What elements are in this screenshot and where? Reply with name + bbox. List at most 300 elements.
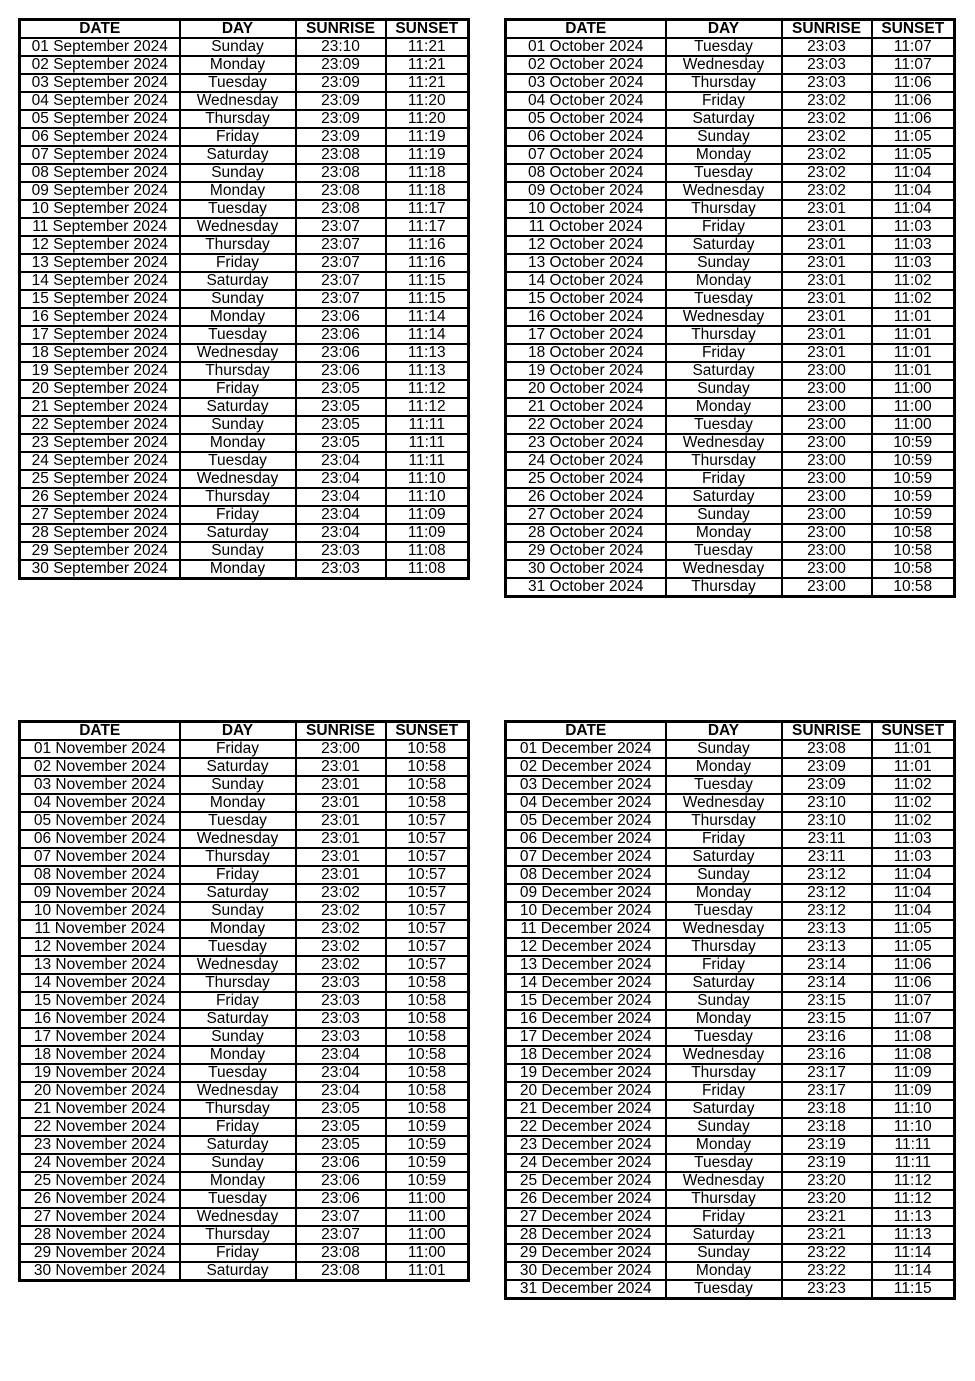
sunset-cell: 10:59 — [386, 1172, 469, 1190]
sunrise-cell: 23:03 — [782, 74, 872, 92]
sunrise-cell: 23:01 — [296, 776, 386, 794]
sunset-cell: 11:04 — [872, 866, 955, 884]
day-cell: Sunday — [180, 290, 296, 308]
sunset-cell: 11:13 — [872, 1208, 955, 1226]
sunrise-cell: 23:07 — [296, 290, 386, 308]
date-cell: 29 October 2024 — [506, 542, 666, 560]
table-row — [506, 1064, 955, 1082]
date-cell: 27 November 2024 — [20, 1208, 180, 1226]
sunrise-cell: 23:09 — [782, 776, 872, 794]
date-cell: 28 October 2024 — [506, 524, 666, 542]
date-cell: 21 October 2024 — [506, 398, 666, 416]
date-cell: 05 November 2024 — [20, 812, 180, 830]
october-table — [504, 18, 956, 598]
sunrise-cell: 23:08 — [296, 164, 386, 182]
sunset-cell: 11:07 — [872, 56, 955, 74]
sunset-cell: 11:11 — [872, 1154, 955, 1172]
sunrise-cell: 23:02 — [296, 884, 386, 902]
date-cell: 15 October 2024 — [506, 290, 666, 308]
sunset-cell: 10:58 — [386, 1010, 469, 1028]
date-cell: 29 September 2024 — [20, 542, 180, 560]
date-cell: 26 November 2024 — [20, 1190, 180, 1208]
table-row — [20, 758, 469, 776]
table-row — [20, 830, 469, 848]
sunset-cell: 11:14 — [872, 1244, 955, 1262]
sunrise-cell: 23:00 — [782, 560, 872, 578]
sunset-cell: 11:05 — [872, 128, 955, 146]
sunset-cell: 11:15 — [872, 1280, 955, 1299]
date-cell: 25 December 2024 — [506, 1172, 666, 1190]
table-row — [506, 578, 955, 597]
table-row — [20, 56, 469, 74]
table-row — [20, 1118, 469, 1136]
date-cell: 14 October 2024 — [506, 272, 666, 290]
date-cell: 26 December 2024 — [506, 1190, 666, 1208]
sunset-cell: 10:57 — [386, 920, 469, 938]
sunrise-cell: 23:03 — [782, 38, 872, 56]
sunrise-cell: 23:12 — [782, 884, 872, 902]
sunset-cell: 11:16 — [386, 254, 469, 272]
date-cell: 22 December 2024 — [506, 1118, 666, 1136]
date-cell: 29 November 2024 — [20, 1244, 180, 1262]
date-cell: 16 October 2024 — [506, 308, 666, 326]
sunrise-cell: 23:19 — [782, 1136, 872, 1154]
table-row — [506, 488, 955, 506]
sunrise-cell: 23:02 — [782, 182, 872, 200]
day-cell: Thursday — [666, 452, 782, 470]
table-row — [506, 236, 955, 254]
day-cell: Friday — [180, 992, 296, 1010]
sunset-cell: 11:08 — [872, 1028, 955, 1046]
date-cell: 04 December 2024 — [506, 794, 666, 812]
table-row — [506, 470, 955, 488]
table-row — [20, 560, 469, 579]
sunset-cell: 11:12 — [386, 398, 469, 416]
sunrise-cell: 23:09 — [296, 92, 386, 110]
day-cell: Sunday — [180, 416, 296, 434]
sunset-cell: 11:06 — [872, 74, 955, 92]
sunrise-cell: 23:18 — [782, 1100, 872, 1118]
table-row — [20, 326, 469, 344]
sunset-cell: 11:21 — [386, 56, 469, 74]
sunrise-cell: 23:09 — [296, 56, 386, 74]
sunrise-cell: 23:08 — [296, 182, 386, 200]
sunset-cell: 10:58 — [386, 740, 469, 758]
sunrise-header: SUNRISE — [782, 20, 872, 39]
date-cell: 08 December 2024 — [506, 866, 666, 884]
day-cell: Saturday — [180, 758, 296, 776]
day-cell: Monday — [180, 182, 296, 200]
day-cell: Wednesday — [666, 560, 782, 578]
sunrise-cell: 23:18 — [782, 1118, 872, 1136]
table-row — [20, 74, 469, 92]
table-row — [506, 560, 955, 578]
sunset-cell: 11:06 — [872, 92, 955, 110]
sunset-cell: 10:57 — [386, 866, 469, 884]
table-row — [20, 272, 469, 290]
table-row — [506, 326, 955, 344]
date-cell: 28 December 2024 — [506, 1226, 666, 1244]
sunrise-cell: 23:00 — [782, 398, 872, 416]
sunrise-cell: 23:01 — [296, 830, 386, 848]
sunrise-cell: 23:20 — [782, 1190, 872, 1208]
sunrise-cell: 23:08 — [296, 1244, 386, 1262]
day-cell: Sunday — [666, 740, 782, 758]
sunset-cell: 10:58 — [872, 524, 955, 542]
sunrise-cell: 23:07 — [296, 254, 386, 272]
date-cell: 12 December 2024 — [506, 938, 666, 956]
day-cell: Wednesday — [180, 344, 296, 362]
sunset-cell: 11:14 — [386, 308, 469, 326]
table-row — [20, 380, 469, 398]
table-row — [20, 1244, 469, 1262]
day-cell: Thursday — [180, 110, 296, 128]
day-cell: Monday — [666, 1262, 782, 1280]
day-cell: Saturday — [666, 974, 782, 992]
table-row — [20, 344, 469, 362]
date-cell: 24 September 2024 — [20, 452, 180, 470]
table-row — [506, 1136, 955, 1154]
table-row — [506, 92, 955, 110]
sunrise-cell: 23:01 — [782, 272, 872, 290]
table-row — [506, 128, 955, 146]
day-header: DAY — [180, 722, 296, 741]
sunset-cell: 10:59 — [872, 488, 955, 506]
sunrise-cell: 23:09 — [296, 128, 386, 146]
date-cell: 23 October 2024 — [506, 434, 666, 452]
date-cell: 22 November 2024 — [20, 1118, 180, 1136]
sunset-cell: 11:00 — [872, 398, 955, 416]
day-cell: Saturday — [666, 110, 782, 128]
table-row — [506, 308, 955, 326]
day-cell: Friday — [666, 830, 782, 848]
day-cell: Saturday — [180, 1262, 296, 1281]
table-row — [506, 974, 955, 992]
day-cell: Wednesday — [666, 56, 782, 74]
table-row — [506, 290, 955, 308]
sunset-cell: 11:02 — [872, 776, 955, 794]
day-cell: Sunday — [180, 542, 296, 560]
sunset-cell: 11:00 — [386, 1208, 469, 1226]
table-row — [506, 542, 955, 560]
day-cell: Monday — [180, 920, 296, 938]
sunrise-cell: 23:08 — [296, 146, 386, 164]
table-row — [506, 344, 955, 362]
sunrise-cell: 23:01 — [782, 200, 872, 218]
sunset-cell: 11:07 — [872, 38, 955, 56]
date-cell: 20 November 2024 — [20, 1082, 180, 1100]
date-cell: 13 October 2024 — [506, 254, 666, 272]
day-cell: Tuesday — [666, 1280, 782, 1299]
sunset-cell: 11:06 — [872, 956, 955, 974]
day-cell: Thursday — [180, 236, 296, 254]
day-cell: Monday — [666, 1010, 782, 1028]
header-row — [506, 722, 955, 741]
sunrise-cell: 23:03 — [296, 560, 386, 579]
sunrise-cell: 23:00 — [782, 542, 872, 560]
day-cell: Thursday — [180, 1226, 296, 1244]
header-row — [20, 722, 469, 741]
table-row — [20, 434, 469, 452]
table-row — [20, 308, 469, 326]
date-cell: 13 December 2024 — [506, 956, 666, 974]
day-cell: Friday — [180, 1118, 296, 1136]
sunset-cell: 11:21 — [386, 74, 469, 92]
date-cell: 17 December 2024 — [506, 1028, 666, 1046]
sunrise-cell: 23:05 — [296, 416, 386, 434]
day-cell: Saturday — [666, 362, 782, 380]
sunrise-cell: 23:00 — [782, 524, 872, 542]
day-cell: Friday — [666, 956, 782, 974]
date-cell: 23 November 2024 — [20, 1136, 180, 1154]
sunset-cell: 11:11 — [386, 434, 469, 452]
day-cell: Saturday — [666, 236, 782, 254]
day-cell: Monday — [666, 524, 782, 542]
sunrise-cell: 23:04 — [296, 1082, 386, 1100]
date-cell: 19 December 2024 — [506, 1064, 666, 1082]
date-cell: 26 September 2024 — [20, 488, 180, 506]
table-row — [506, 848, 955, 866]
sunrise-cell: 23:07 — [296, 1208, 386, 1226]
table-row — [20, 902, 469, 920]
date-cell: 21 December 2024 — [506, 1100, 666, 1118]
sunset-cell: 11:03 — [872, 236, 955, 254]
table-row — [20, 470, 469, 488]
date-cell: 03 December 2024 — [506, 776, 666, 794]
day-header: DAY — [666, 20, 782, 39]
sunset-cell: 11:18 — [386, 182, 469, 200]
day-cell: Wednesday — [180, 830, 296, 848]
date-cell: 02 December 2024 — [506, 758, 666, 776]
sunrise-cell: 23:05 — [296, 380, 386, 398]
table-row — [506, 362, 955, 380]
sunrise-cell: 23:03 — [296, 992, 386, 1010]
table-row — [506, 200, 955, 218]
sunset-cell: 11:09 — [872, 1082, 955, 1100]
date-cell: 12 October 2024 — [506, 236, 666, 254]
date-cell: 11 November 2024 — [20, 920, 180, 938]
sunrise-cell: 23:01 — [296, 848, 386, 866]
day-cell: Tuesday — [666, 1154, 782, 1172]
date-cell: 07 November 2024 — [20, 848, 180, 866]
date-cell: 12 September 2024 — [20, 236, 180, 254]
table-row — [20, 146, 469, 164]
sunrise-cell: 23:10 — [782, 812, 872, 830]
table-row — [506, 74, 955, 92]
header-row — [20, 20, 469, 39]
date-cell: 06 October 2024 — [506, 128, 666, 146]
date-cell: 10 September 2024 — [20, 200, 180, 218]
date-cell: 13 September 2024 — [20, 254, 180, 272]
sunset-cell: 11:02 — [872, 272, 955, 290]
table-row — [20, 362, 469, 380]
sunrise-cell: 23:00 — [782, 506, 872, 524]
table-row — [506, 1118, 955, 1136]
date-cell: 15 November 2024 — [20, 992, 180, 1010]
table-row — [506, 1280, 955, 1299]
sunset-cell: 11:11 — [386, 452, 469, 470]
table-row — [506, 902, 955, 920]
date-cell: 24 December 2024 — [506, 1154, 666, 1172]
table-row — [20, 542, 469, 560]
day-cell: Saturday — [666, 1100, 782, 1118]
sunset-cell: 11:10 — [872, 1100, 955, 1118]
sunrise-cell: 23:16 — [782, 1046, 872, 1064]
date-cell: 20 December 2024 — [506, 1082, 666, 1100]
sunrise-cell: 23:01 — [782, 254, 872, 272]
date-cell: 24 November 2024 — [20, 1154, 180, 1172]
date-cell: 10 November 2024 — [20, 902, 180, 920]
sunrise-cell: 23:00 — [782, 488, 872, 506]
day-cell: Thursday — [666, 1064, 782, 1082]
sunset-cell: 10:57 — [386, 812, 469, 830]
date-cell: 30 September 2024 — [20, 560, 180, 579]
date-cell: 27 October 2024 — [506, 506, 666, 524]
sunset-cell: 11:15 — [386, 272, 469, 290]
sunrise-cell: 23:03 — [782, 56, 872, 74]
sunrise-cell: 23:05 — [296, 398, 386, 416]
table-row — [20, 938, 469, 956]
sunset-cell: 11:01 — [872, 344, 955, 362]
sunset-cell: 11:05 — [872, 146, 955, 164]
day-cell: Tuesday — [180, 1064, 296, 1082]
day-cell: Thursday — [666, 938, 782, 956]
sunset-cell: 11:15 — [386, 290, 469, 308]
sunrise-cell: 23:09 — [296, 110, 386, 128]
day-cell: Tuesday — [180, 1190, 296, 1208]
table-row — [20, 920, 469, 938]
date-cell: 30 December 2024 — [506, 1262, 666, 1280]
sunrise-cell: 23:23 — [782, 1280, 872, 1299]
sunset-cell: 11:03 — [872, 254, 955, 272]
sunrise-cell: 23:14 — [782, 974, 872, 992]
day-cell: Sunday — [666, 128, 782, 146]
sunset-cell: 11:05 — [872, 938, 955, 956]
table-row — [506, 884, 955, 902]
day-cell: Sunday — [666, 866, 782, 884]
day-cell: Saturday — [180, 884, 296, 902]
sunrise-cell: 23:02 — [782, 110, 872, 128]
date-cell: 19 September 2024 — [20, 362, 180, 380]
sunrise-cell: 23:02 — [296, 902, 386, 920]
table-row — [20, 884, 469, 902]
sunrise-cell: 23:08 — [296, 200, 386, 218]
sunset-cell: 11:02 — [872, 794, 955, 812]
day-cell: Thursday — [666, 200, 782, 218]
date-cell: 20 September 2024 — [20, 380, 180, 398]
sunset-cell: 11:00 — [386, 1244, 469, 1262]
date-cell: 09 September 2024 — [20, 182, 180, 200]
date-cell: 08 November 2024 — [20, 866, 180, 884]
sunrise-cell: 23:04 — [296, 1064, 386, 1082]
sunrise-cell: 23:02 — [782, 128, 872, 146]
day-cell: Saturday — [180, 1010, 296, 1028]
sunrise-cell: 23:00 — [782, 578, 872, 597]
table-row — [506, 920, 955, 938]
table-row — [506, 524, 955, 542]
sunrise-cell: 23:01 — [782, 236, 872, 254]
date-cell: 15 December 2024 — [506, 992, 666, 1010]
sunset-cell: 11:08 — [872, 1046, 955, 1064]
sunrise-cell: 23:15 — [782, 992, 872, 1010]
sunrise-cell: 23:06 — [296, 362, 386, 380]
sunrise-cell: 23:06 — [296, 308, 386, 326]
sunset-cell: 10:57 — [386, 848, 469, 866]
day-cell: Friday — [180, 506, 296, 524]
day-cell: Sunday — [666, 992, 782, 1010]
november-table — [18, 720, 470, 1282]
date-cell: 04 November 2024 — [20, 794, 180, 812]
table-row — [20, 218, 469, 236]
sunrise-cell: 23:00 — [782, 434, 872, 452]
table-row — [506, 452, 955, 470]
sunrise-cell: 23:04 — [296, 488, 386, 506]
day-cell: Saturday — [180, 398, 296, 416]
day-cell: Monday — [180, 308, 296, 326]
day-cell: Saturday — [666, 848, 782, 866]
date-cell: 01 December 2024 — [506, 740, 666, 758]
sunset-cell: 11:01 — [872, 308, 955, 326]
table-row — [506, 38, 955, 56]
sunset-cell: 11:06 — [872, 110, 955, 128]
day-cell: Sunday — [666, 1244, 782, 1262]
sunrise-cell: 23:06 — [296, 1190, 386, 1208]
sunrise-cell: 23:16 — [782, 1028, 872, 1046]
sunset-cell: 10:57 — [386, 956, 469, 974]
table-row — [506, 1190, 955, 1208]
sunrise-cell: 23:17 — [782, 1082, 872, 1100]
day-cell: Wednesday — [180, 1208, 296, 1226]
day-cell: Monday — [180, 434, 296, 452]
date-cell: 08 September 2024 — [20, 164, 180, 182]
sunrise-cell: 23:03 — [296, 1010, 386, 1028]
table-row — [20, 1082, 469, 1100]
table-row — [20, 524, 469, 542]
table-row — [20, 1208, 469, 1226]
date-cell: 18 September 2024 — [20, 344, 180, 362]
sunset-cell: 10:58 — [872, 578, 955, 597]
table-row — [20, 794, 469, 812]
table-row — [20, 1190, 469, 1208]
sunset-cell: 11:09 — [386, 524, 469, 542]
table-row — [20, 776, 469, 794]
table-row — [20, 200, 469, 218]
sunrise-cell: 23:02 — [782, 146, 872, 164]
day-cell: Thursday — [666, 812, 782, 830]
table-row — [20, 506, 469, 524]
sunset-cell: 10:58 — [386, 1082, 469, 1100]
table-row — [20, 254, 469, 272]
sunrise-cell: 23:04 — [296, 524, 386, 542]
day-cell: Thursday — [180, 848, 296, 866]
sunset-cell: 10:58 — [386, 776, 469, 794]
sunrise-cell: 23:13 — [782, 920, 872, 938]
day-cell: Wednesday — [180, 956, 296, 974]
table-row — [20, 92, 469, 110]
day-cell: Friday — [666, 470, 782, 488]
sunset-cell: 11:16 — [386, 236, 469, 254]
table-row — [506, 380, 955, 398]
table-row — [20, 110, 469, 128]
sunrise-cell: 23:01 — [296, 758, 386, 776]
sunrise-cell: 23:11 — [782, 848, 872, 866]
table-row — [506, 956, 955, 974]
date-cell: 11 September 2024 — [20, 218, 180, 236]
sunset-cell: 11:13 — [386, 362, 469, 380]
date-cell: 11 October 2024 — [506, 218, 666, 236]
sunrise-cell: 23:12 — [782, 866, 872, 884]
sunrise-cell: 23:06 — [296, 1172, 386, 1190]
